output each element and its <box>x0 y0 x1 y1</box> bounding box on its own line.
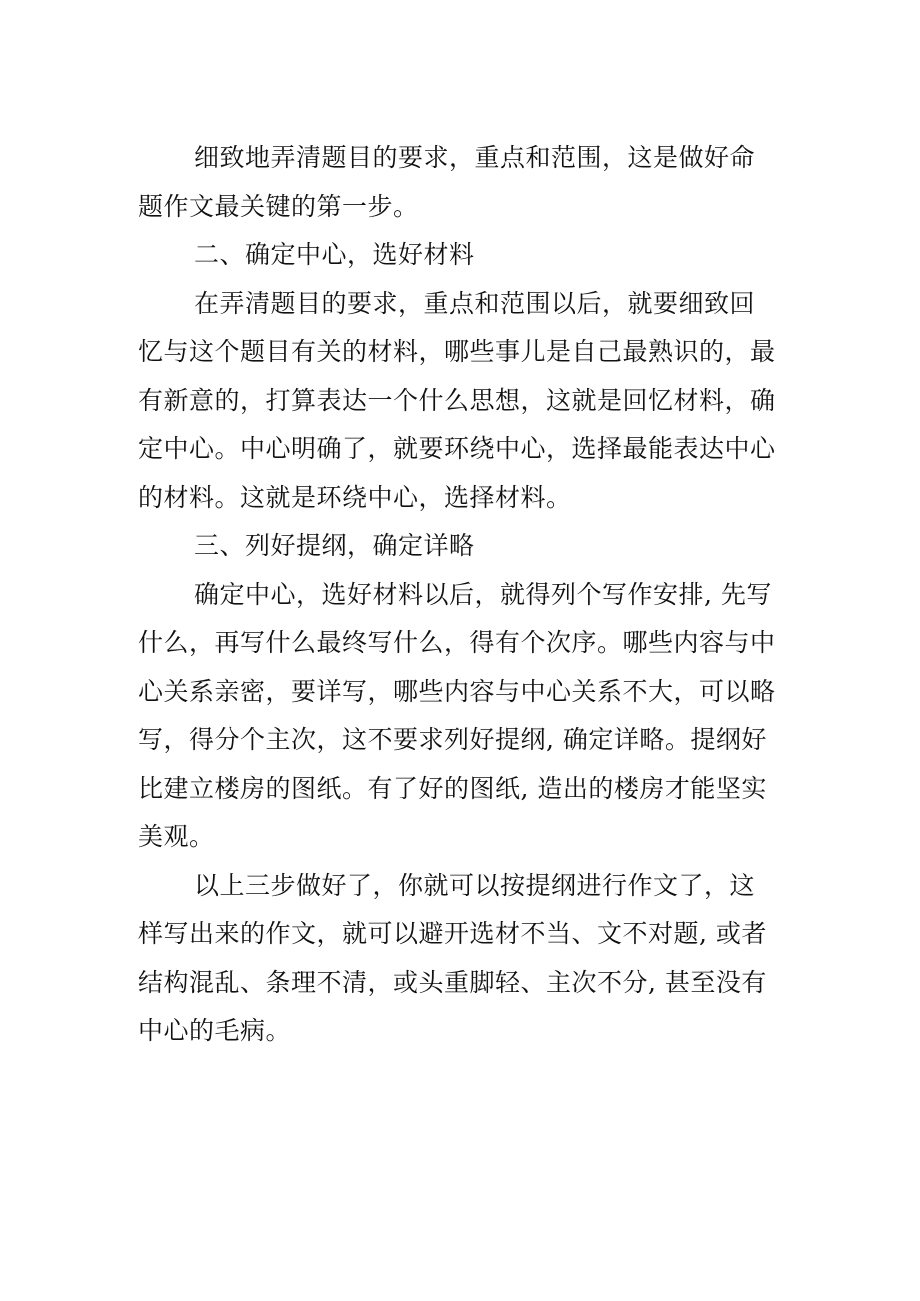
paragraph-4-line-2: 样写出来的作文，就可以避开选材不当、文不对题, 或者 <box>138 919 767 948</box>
paragraph-3-line-1: 确定中心，选好材料以后，就得列个写作安排, 先写 <box>194 579 772 609</box>
section-heading-2: 二、确定中心，选好材料 <box>194 240 475 269</box>
paragraph-1-line-1: 细致地弄清题目的要求，重点和范围，这是做好命 <box>194 143 756 172</box>
paragraph-3-line-2: 什么，再写什么最终写什么，得有个次序。哪些内容与中 <box>138 628 776 657</box>
paragraph-2-line-2: 忆与这个题目有关的材料，哪些事儿是自己最熟识的，最 <box>138 337 776 366</box>
paragraph-3-line-5: 比建立楼房的图纸。有了好的图纸, 造出的楼房才能坚实 <box>138 773 767 803</box>
paragraph-2-line-3: 有新意的，打算表达一个什么思想，这就是回忆材料，确 <box>138 385 776 415</box>
paragraph-4-line-3: 结构混乱、条理不清，或头重脚轻、主次不分, 甚至没有 <box>138 967 767 997</box>
paragraph-4-line-4: 中心的毛病。 <box>138 1016 292 1045</box>
paragraph-1-line-2: 题作文最关键的第一步。 <box>138 191 419 221</box>
paragraph-2-line-5: 的材料。这就是环绕中心，选择材料。 <box>138 482 572 512</box>
section-heading-3: 三、列好提纲，确定详略 <box>194 531 475 560</box>
paragraph-3-line-3: 心关系亲密，要详写，哪些内容与中心关系不大，可以略 <box>138 676 776 706</box>
document-body <box>138 134 784 1056</box>
paragraph-4-line-1: 以上三步做好了，你就可以按提纲进行作文了，这 <box>194 870 756 900</box>
paragraph-2-line-4: 定中心。中心明确了，就要环绕中心，选择最能表达中心 <box>138 434 776 463</box>
paragraph-2-line-1: 在弄清题目的要求，重点和范围以后，就要细致回 <box>194 288 756 318</box>
paragraph-3-line-6: 美观。 <box>138 822 215 851</box>
paragraph-3-line-4: 写，得分个主次，这不要求列好提纲, 确定详略。提纲好 <box>138 725 767 754</box>
